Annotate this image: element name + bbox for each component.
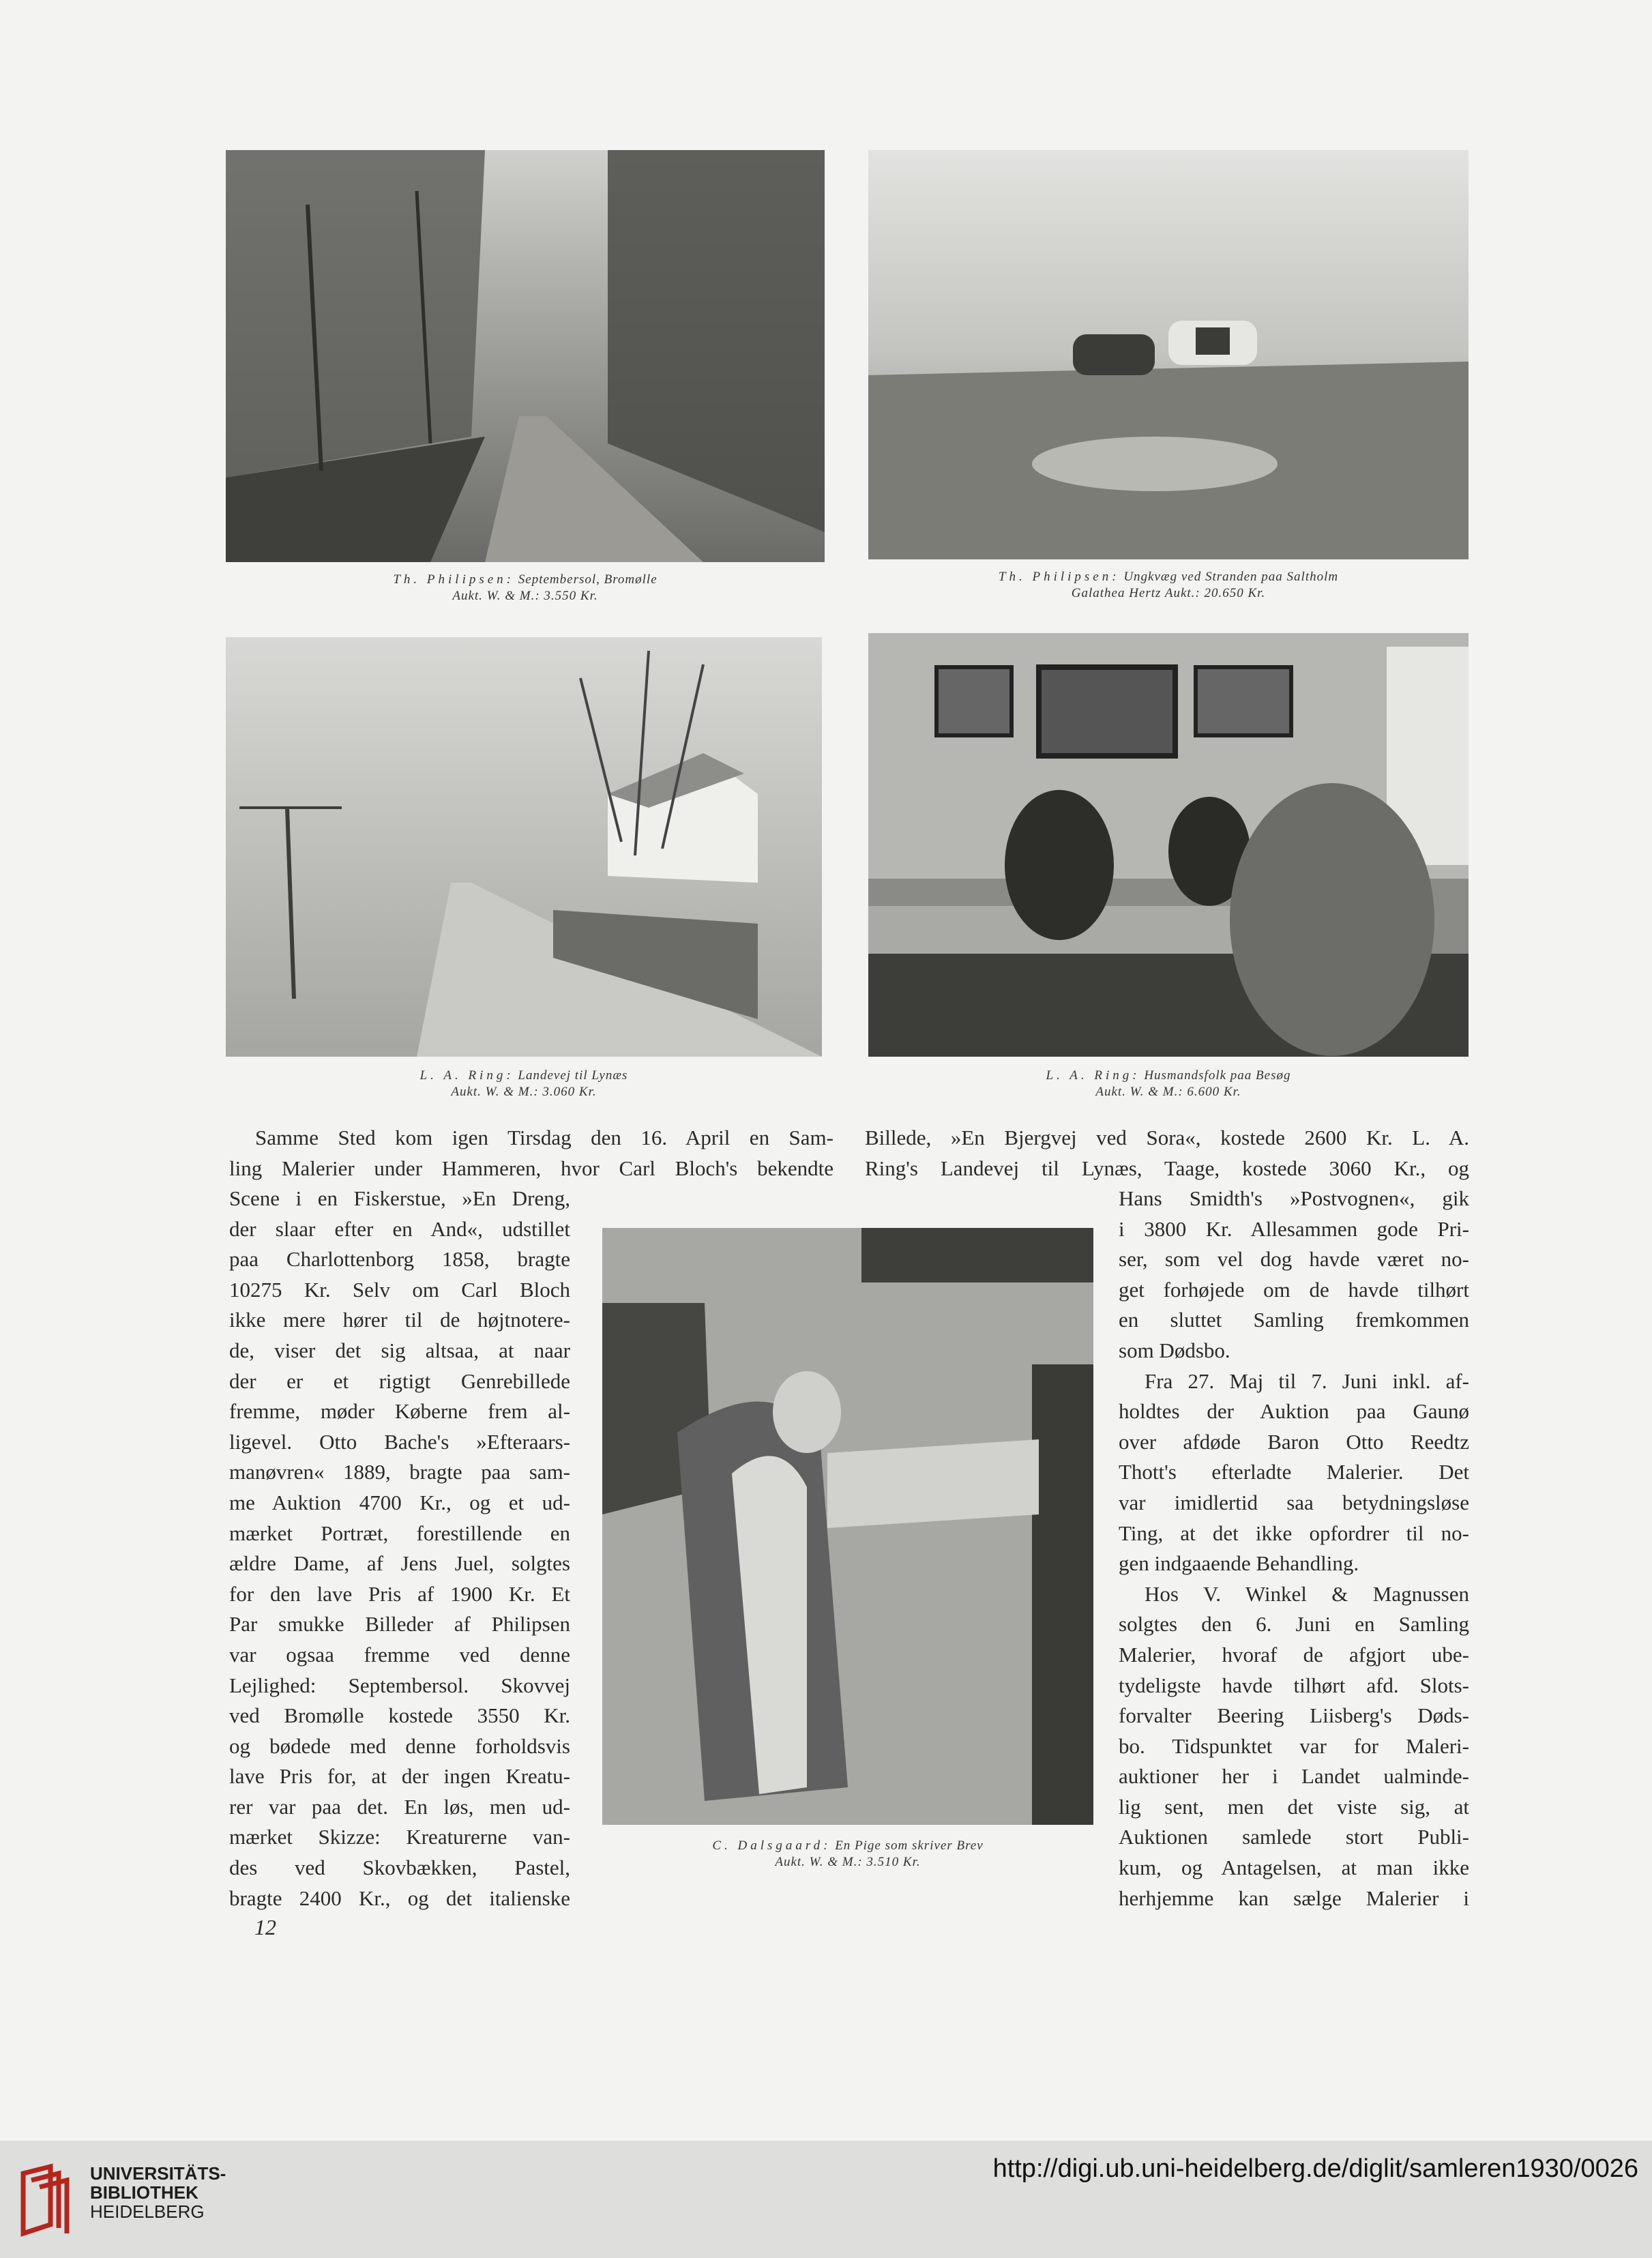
text-line: paa Charlottenborg 1858, bragte (229, 1247, 570, 1272)
text-line: var imidlertid saa betydningsløse (1119, 1490, 1469, 1514)
right-column-wide (865, 1123, 1469, 1184)
caption-title: En Pige som skriver Brev (835, 1838, 984, 1853)
text-line: ling Malerier under Hammeren, hvor Carl Bloch's bekendte (229, 1156, 834, 1180)
text-line: som Dødsbo. (1119, 1338, 1230, 1362)
text-line: get forhøjede om de havde tilhørt (1119, 1277, 1469, 1302)
painting-landevej (226, 637, 822, 1057)
text-line: tydeligste havde tilhørt afd. Slots- (1119, 1673, 1469, 1697)
logo-line: UNIVERSITÄTS- (90, 2163, 226, 2184)
text-line: var ogsaa fremme ved denne (229, 1642, 570, 1667)
text-line: forvalter Beering Liisberg's Døds- (1119, 1703, 1469, 1728)
library-name (90, 2164, 226, 2221)
caption-title: Ungkvæg ved Stranden paa Saltholm (1123, 570, 1339, 584)
text-line: des ved Skovbækken, Pastel, (229, 1856, 570, 1880)
text-line: Hos V. Winkel & Magnussen (1145, 1581, 1469, 1606)
text-line: for den lave Pris af 1900 Kr. Et (229, 1581, 570, 1606)
caption-artist: L. A. Ring: (419, 1068, 514, 1083)
text-line: Ring's Landevej til Lynæs, Taage, kostede 3060 Kr., og (865, 1156, 1469, 1180)
caption-auction: Galathea Hertz Aukt.: 20.650 Kr. (1071, 586, 1266, 600)
logo-line: BIBLIOTHEK (90, 2182, 198, 2203)
text-line: Auktionen samlede stort Publi- (1119, 1825, 1469, 1849)
text-line: mærket Skizze: Kreaturerne van- (229, 1825, 570, 1849)
caption-auction: Aukt. W. & M.: 3.060 Kr. (451, 1085, 597, 1099)
text-line: mærket Portræt, forestillende en (229, 1521, 570, 1545)
painting-husmandsfolk (868, 633, 1469, 1057)
text-line: Fra 27. Maj til 7. Juni inkl. af- (1145, 1368, 1469, 1393)
right-column-narrow (1119, 1184, 1469, 1914)
text-line: og bødede med denne forholdsvis (229, 1733, 570, 1758)
text-line: fremme, møder Køberne frem al- (229, 1399, 570, 1424)
caption-title: Husmandsfolk paa Besøg (1144, 1068, 1291, 1083)
caption-artist: Th. Philipsen: (393, 572, 515, 587)
text-line: lig sent, men det viste sig, at (1119, 1794, 1469, 1819)
text-line: Par smukke Billeder af Philipsen (229, 1612, 570, 1637)
text-line: gen indgaaende Behandling. (1119, 1551, 1359, 1576)
text-line: ved Bromølle kostede 3550 Kr. (229, 1703, 570, 1728)
text-line: bo. Tidspunktet var for Maleri- (1119, 1733, 1469, 1758)
text-line: kum, og Antagelsen, at man ikke (1119, 1856, 1469, 1880)
text-line: Samme Sted kom igen Tirsdag den 16. April en Sam- (255, 1126, 834, 1149)
text-line: en sluttet Samling fremkommen (1119, 1308, 1469, 1332)
page-number: 12 (254, 1915, 276, 1939)
caption-fig3 (226, 1068, 822, 1100)
text-line: lave Pris for, at der ingen Kreatu- (229, 1764, 570, 1789)
caption-title: Septembersol, Bromølle (518, 572, 658, 587)
painting-pige-skriver-brev (602, 1228, 1093, 1825)
library-logo-icon (16, 2160, 82, 2242)
text-line: Lejlighed: Septembersol. Skovvej (229, 1673, 570, 1697)
text-line: Malerier, hvoraf de afgjort ube- (1119, 1642, 1469, 1667)
text-line: der er et rigtigt Genrebillede (229, 1368, 570, 1393)
caption-auction: Aukt. W. & M.: 3.510 Kr. (775, 1855, 921, 1869)
text-line: ser, som vel dog havde været no- (1119, 1247, 1469, 1272)
source-url-link[interactable]: http://digi.ub.uni-heidelberg.de/diglit/samleren1930/0026 (992, 2154, 1638, 2183)
caption-artist: L. A. Ring: (1046, 1068, 1140, 1083)
text-line: holdtes der Auktion paa Gaunø (1119, 1399, 1469, 1424)
text-line: Thott's efterladte Malerier. Det (1119, 1460, 1469, 1484)
text-line: over afdøde Baron Otto Reedtz (1119, 1429, 1469, 1454)
text-line: Scene i en Fiskerstue, »En Dreng, (229, 1186, 570, 1210)
text-line: auktioner her i Landet ualminde- (1119, 1764, 1469, 1789)
text-line: ældre Dame, af Jens Juel, solgtes (229, 1551, 570, 1576)
text-line: Billede, »En Bjergvej ved Sora«, kostede 2600 Kr. L. A. (865, 1126, 1469, 1149)
text-line: de, viser det sig altsaa, at naar (229, 1338, 570, 1362)
text-line: me Auktion 4700 Kr., og et ud- (229, 1490, 570, 1514)
text-line: rer var paa det. En løs, men ud- (229, 1794, 570, 1819)
caption-fig1 (226, 572, 825, 604)
left-column-narrow (229, 1184, 570, 1914)
painting-septembersol (226, 150, 825, 562)
logo-line: HEIDELBERG (90, 2201, 205, 2222)
text-line: ikke mere hører til de højtnotere- (229, 1308, 570, 1332)
caption-artist: C. Dalsgaard: (712, 1838, 831, 1853)
text-line: herhjemme kan sælge Malerier i (1119, 1886, 1469, 1910)
caption-fig4 (868, 1068, 1469, 1100)
text-line: manøvren« 1889, bragte paa sam- (229, 1460, 570, 1484)
text-line: bragte 2400 Kr., og det italienske (229, 1886, 570, 1910)
painting-ungkvaeg (868, 150, 1469, 559)
text-line: der slaar efter en And«, udstillet (229, 1216, 570, 1241)
left-column-wide (229, 1123, 834, 1184)
caption-auction: Aukt. W. & M.: 6.600 Kr. (1095, 1085, 1241, 1099)
caption-fig2 (868, 569, 1469, 602)
caption-auction: Aukt. W. & M.: 3.550 Kr. (452, 589, 598, 603)
text-line: Ting, at det ikke opfordrer til no- (1119, 1521, 1469, 1545)
caption-fig5 (602, 1838, 1093, 1871)
caption-title: Landevej til Lynæs (518, 1068, 628, 1083)
text-line: i 3800 Kr. Allesammen gode Pri- (1119, 1216, 1469, 1241)
text-line: Hans Smidth's »Postvognen«, gik (1119, 1186, 1469, 1210)
text-line: ligevel. Otto Bache's »Efteraars- (229, 1429, 570, 1454)
caption-artist: Th. Philipsen: (998, 570, 1120, 584)
text-line: solgtes den 6. Juni en Samling (1119, 1612, 1469, 1637)
text-line: 10275 Kr. Selv om Carl Bloch (229, 1277, 570, 1302)
